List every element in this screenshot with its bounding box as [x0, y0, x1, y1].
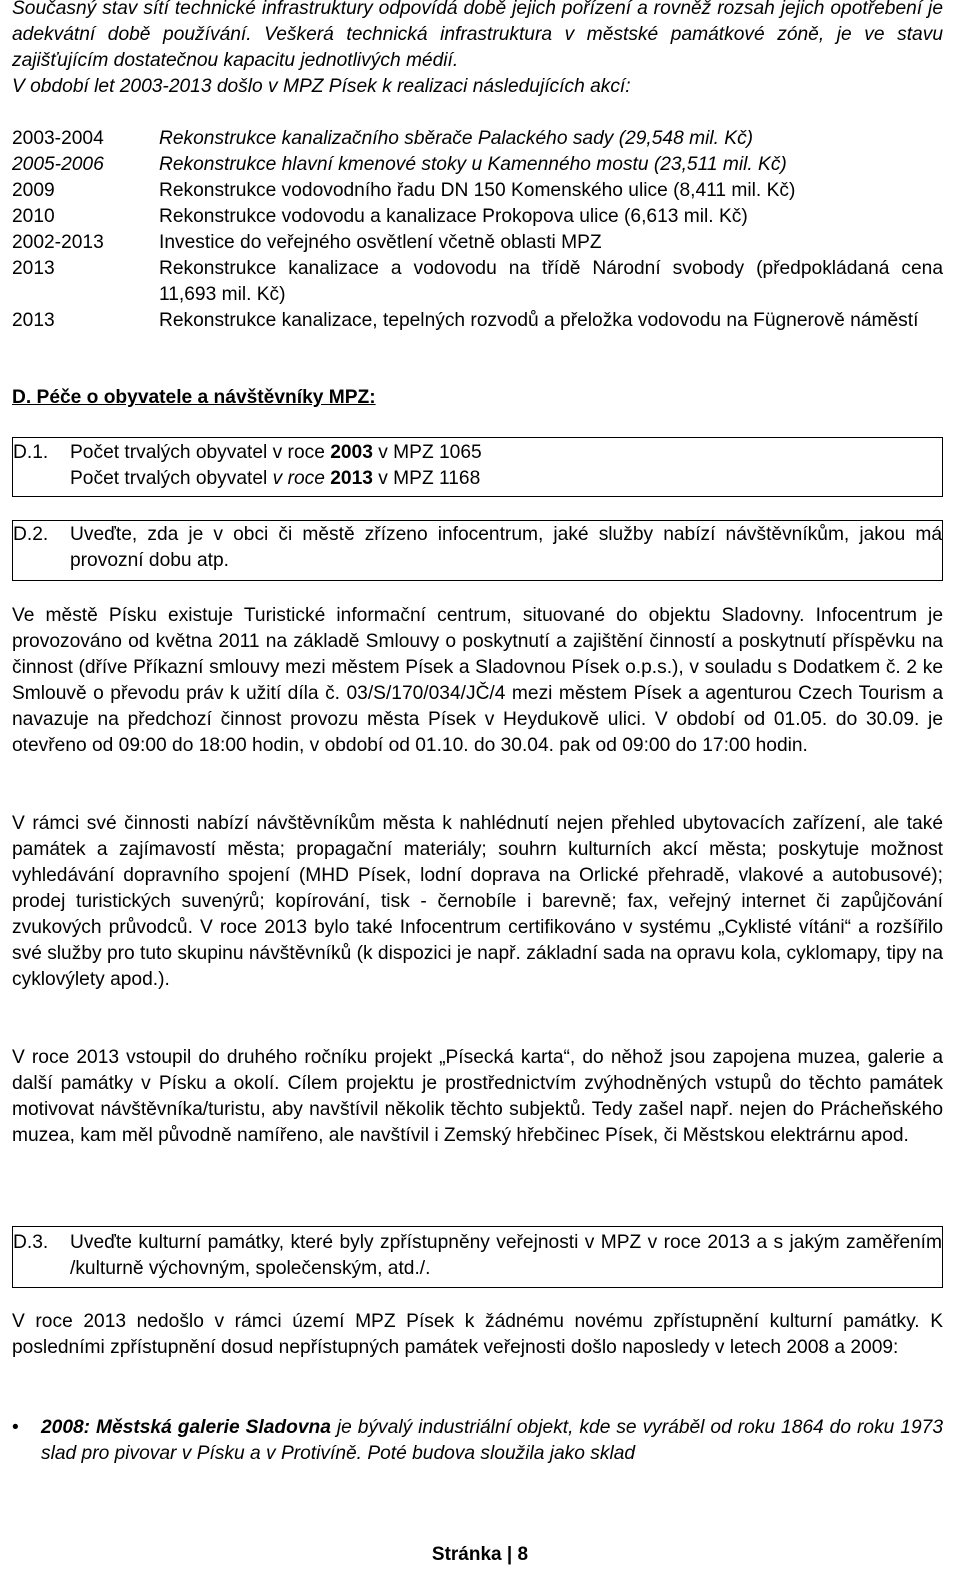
d1-line1-pre: Počet trvalých obyvatel v roce: [70, 442, 331, 463]
project-row: [12, 308, 943, 334]
project-text: Rekonstrukce kanalizace, tepelných rozvodů a přeložka vodovodu na Fügnerově náměstí: [159, 310, 919, 331]
section-d-title: D. Péče o obyvatele a návštěvníky MPZ:: [12, 387, 376, 408]
d1-line2-pre: Počet trvalých obyvatel: [70, 468, 273, 489]
project-text: Rekonstrukce vodovodu a kanalizace Prokopova ulice (6,613 mil. Kč): [159, 206, 748, 227]
list-item-title: 2008: Městská galerie Sladovna: [41, 1417, 331, 1438]
project-text: Rekonstrukce kanalizace a vodovodu na třídě Národní svobody (předpokládaná cena 11,693 mil. Kč): [159, 258, 943, 305]
d1-line2-post: v MPZ 1168: [372, 468, 481, 489]
projects-list: [12, 126, 943, 334]
project-text: Rekonstrukce hlavní kmenové stoky u Kamenného mostu (23,511 mil. Kč): [159, 154, 787, 175]
d2-question: Uveďte, zda je v obci či městě zřízeno infocentrum, jaké služby nabízí návštěvníkům, jakou má provozní dobu atp.: [70, 524, 942, 571]
d1-line1-year: 2003: [330, 442, 373, 463]
d1-box: [12, 437, 943, 497]
d1-line2-year: 2013: [330, 468, 373, 489]
list-item-text: je bývalý industriální objekt, kde se vyráběl od roku 1864 do roku 1973 slad pro pivovar v Písku a v Protivíně. Poté budova sloužila jako sklad: [41, 1417, 943, 1464]
footer-separator: |: [506, 1544, 513, 1565]
d1-number: D.1.: [13, 442, 49, 463]
d3-question: Uveďte kulturní památky, které byly zpřístupněny veřejnosti v MPZ v roce 2013 a s jakým zaměřením /kulturně výchovným, společenským, atd./.: [70, 1232, 942, 1279]
d3-box: [12, 1226, 943, 1288]
project-text: Rekonstrukce kanalizačního sběrače Palackého sady (29,548 mil. Kč): [159, 128, 754, 149]
project-text: Rekonstrukce vodovodního řadu DN 150 Komenského ulice (8,411 mil. Kč): [159, 180, 796, 201]
project-text: Investice do veřejného osvětlení včetně oblasti MPZ: [159, 232, 602, 253]
project-year: 2003-2004: [12, 128, 104, 149]
project-year: 2013: [12, 310, 55, 331]
monument-list: [12, 1415, 943, 1467]
d3-number: D.3.: [13, 1232, 49, 1253]
list-item: [12, 1415, 943, 1467]
d1-line2-mid: v roce: [272, 468, 331, 489]
project-row: [12, 204, 943, 230]
project-year: 2009: [12, 180, 55, 201]
d2-paragraph-2: V rámci své činnosti nabízí návštěvníkům města k nahlédnutí nejen přehled ubytovacích zařízení, ale také památek a zajímavostí města; propagační materiály; souhrn kulturních akcí města; poskytuje možnost vyhledávání dopravního spojení (MHD Písek, lodní doprava na Orlické přehradě, vlakové a autobusové); prodej turistických suvenýrů; kopírování, tisk - černobíle i barevně; fax, veřejný internet či zapůjčování zvukových průvodců. V roce 2013 bylo také Infocentrum certifikováno v systému „Cyklisté vítáni“ a rozšířilo své služby pro tuto skupinu návštěvníků (k dispozici je např. základní sada na opravu kola, cyklomapy, tipy na cyklovýlety apod.).: [12, 813, 943, 990]
d1-line1-post: v MPZ 1065: [372, 442, 482, 463]
project-year: 2013: [12, 258, 55, 279]
d1-line-2003: [70, 440, 942, 466]
d2-paragraph-1: Ve městě Písku existuje Turistické informační centrum, situované do objektu Sladovny. Infocentrum je provozováno od května 2011 na základě Smlouvy o poskytnutí a zajištění činností a poskytnutí příspěvku na činnost (dříve Příkazní smlouvy mezi městem Písek a Sladovnou Písek o.p.s.), v souladu s Dodatkem č. 2 ke Smlouvě o převodu práv k užití díla č. 03/S/170/034/JČ/4 mezi městem Písek a agenturou Czech Tourism a navazuje na předchozí činnost provozu města Písek v Heydukově ulici. V období od 01.05. do 30.09. je otevřeno od 09:00 do 18:00 hodin, v období od 01.10. do 30.04. pak od 09:00 do 17:00 hodin.: [12, 605, 943, 756]
project-year: 2010: [12, 206, 55, 227]
project-row: [12, 178, 943, 204]
d3-paragraph-1: V roce 2013 nedošlo v rámci území MPZ Písek k žádnému novému zpřístupnění kulturní památky. K posledními zpřístupnění dosud nepřístupných památek veřejnosti došlo naposledy v letech 2008 a 2009:: [12, 1311, 943, 1358]
d1-line-2013: [70, 466, 942, 492]
project-row: [12, 126, 943, 152]
intro-paragraph: Současný stav sítí technické infrastruktury odpovídá době jejich pořízení a rovněž rozsah jejich opotřebení je adekvátní době používání. Veškerá technická infrastruktura v městské památkové zóně, je ve stavu zajišťujícím dostatečnou kapacitu jednotlivých médií.: [12, 0, 943, 71]
project-year: 2002-2013: [12, 232, 104, 253]
d1-body: [70, 440, 942, 492]
project-row: [12, 152, 943, 178]
d2-number: D.2.: [13, 524, 49, 545]
d2-box: [12, 520, 943, 581]
d2-paragraph-3: V roce 2013 vstoupil do druhého ročníku projekt „Písecká karta“, do něhož jsou zapojena muzea, galerie a další památky v Písku a okolí. Cílem projektu je prostřednictvím zvýhodněných vstupů do těchto památek motivovat návštěvníka/turistu, aby navštívil několik těchto subjektů. Tedy zašel např. nejen do Prácheňského muzea, kam měl původně namířeno, ale navštívil i Zemský hřebčinec Písek, či Městskou elektrárnu apod.: [12, 1047, 943, 1146]
project-year: 2005-2006: [12, 154, 104, 175]
project-row: [12, 256, 943, 308]
page-number: 8: [517, 1544, 529, 1565]
page-footer: [0, 1542, 960, 1568]
projects-heading: V období let 2003-2013 došlo v MPZ Písek k realizaci následujících akcí:: [12, 76, 631, 97]
project-row: [12, 230, 943, 256]
footer-label: Stránka: [431, 1544, 502, 1565]
